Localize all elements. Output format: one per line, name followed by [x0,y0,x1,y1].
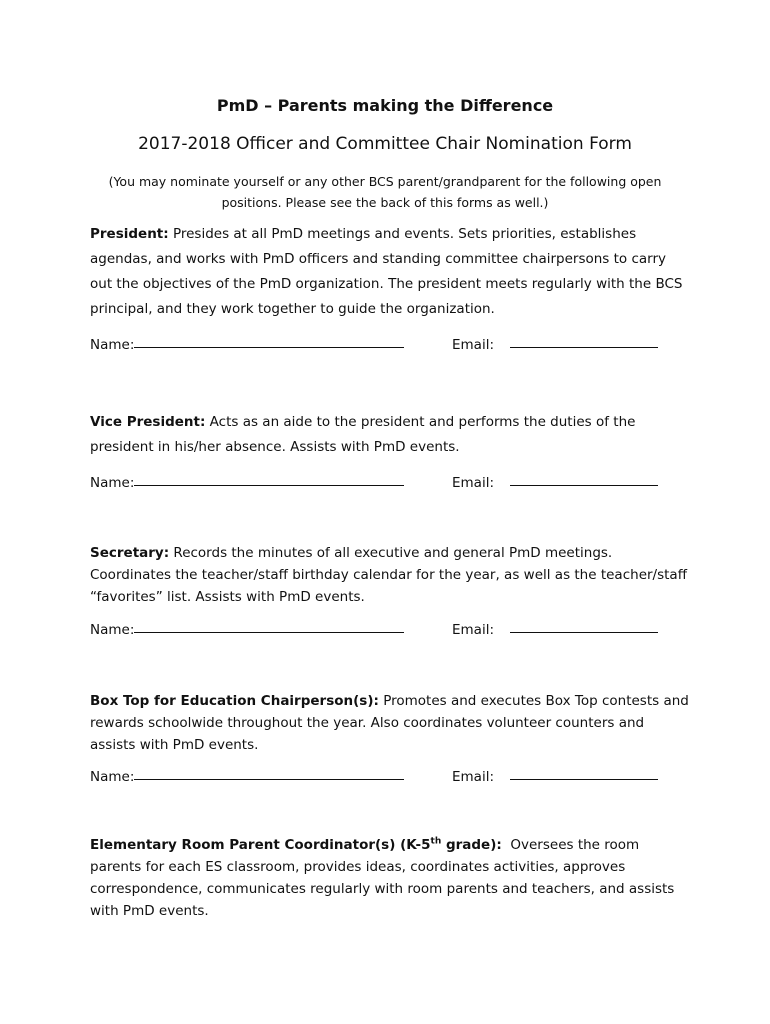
vice-president-fields [90,475,670,497]
vice-president-section [90,410,690,460]
page-title: PmD – Parents making the Difference [216,96,554,115]
box-top-name-field[interactable] [134,779,404,780]
position-description: Acts as an aide to the president and performs the duties of the president in his/her absence. Assists with PmD events. [90,414,636,455]
secretary-section [90,542,690,608]
position-title: Box Top for Education Chairperson(s): [90,693,379,709]
box-top-section [90,690,690,756]
secretary-fields [90,622,670,644]
name-label: Name: [90,337,135,353]
position-title: Elementary Room Parent Coordinator(s) (K-5th grade): [90,836,502,853]
instructions-note: (You may nominate yourself or any other BCS parent/grandparent for the following open positions. Please see the back of this forms as well.) [108,174,662,210]
position-title: President: [90,226,169,242]
email-label: Email: [452,622,495,638]
email-label: Email: [452,475,495,491]
position-description: Oversees the room parents for each ES classroom, provides ideas, coordinates activities, approves correspondence, communicates regularly with room parents and teachers, and assists with PmD events. [90,837,675,919]
email-label: Email: [452,769,495,785]
position-description: Presides at all PmD meetings and events. Sets priorities, establishes agendas, and works with PmD officers and standing committee chairpersons to carry out the objectives of the PmD organization. The president meets regularly with the BCS principal, and they work together to guide the organization. [90,226,683,317]
vice-president-name-field[interactable] [134,485,404,486]
secretary-email-field[interactable] [510,632,658,633]
name-label: Name: [90,622,135,638]
name-label: Name: [90,769,135,785]
president-email-field[interactable] [510,347,658,348]
president-fields [90,337,670,359]
president-section [90,222,690,322]
position-title: Vice President: [90,414,206,430]
name-label: Name: [90,475,135,491]
form-subtitle: 2017-2018 Officer and Committee Chair Nomination Form [138,134,632,154]
position-title: Secretary: [90,545,170,561]
email-label: Email: [452,337,495,353]
box-top-fields [90,769,670,791]
secretary-name-field[interactable] [134,632,404,633]
position-description: Promotes and executes Box Top contests and rewards schoolwide throughout the year. Also coordinates volunteer counters and assists with PmD events. [90,693,689,753]
vice-president-email-field[interactable] [510,485,658,486]
president-name-field[interactable] [134,347,404,348]
box-top-email-field[interactable] [510,779,658,780]
position-description: Records the minutes of all executive and general PmD meetings. Coordinates the teacher/staff birthday calendar for the year, as well as the teacher/staff “favorites” list. Assists with PmD events. [90,545,687,605]
room-parent-coordinator-section [90,834,690,922]
